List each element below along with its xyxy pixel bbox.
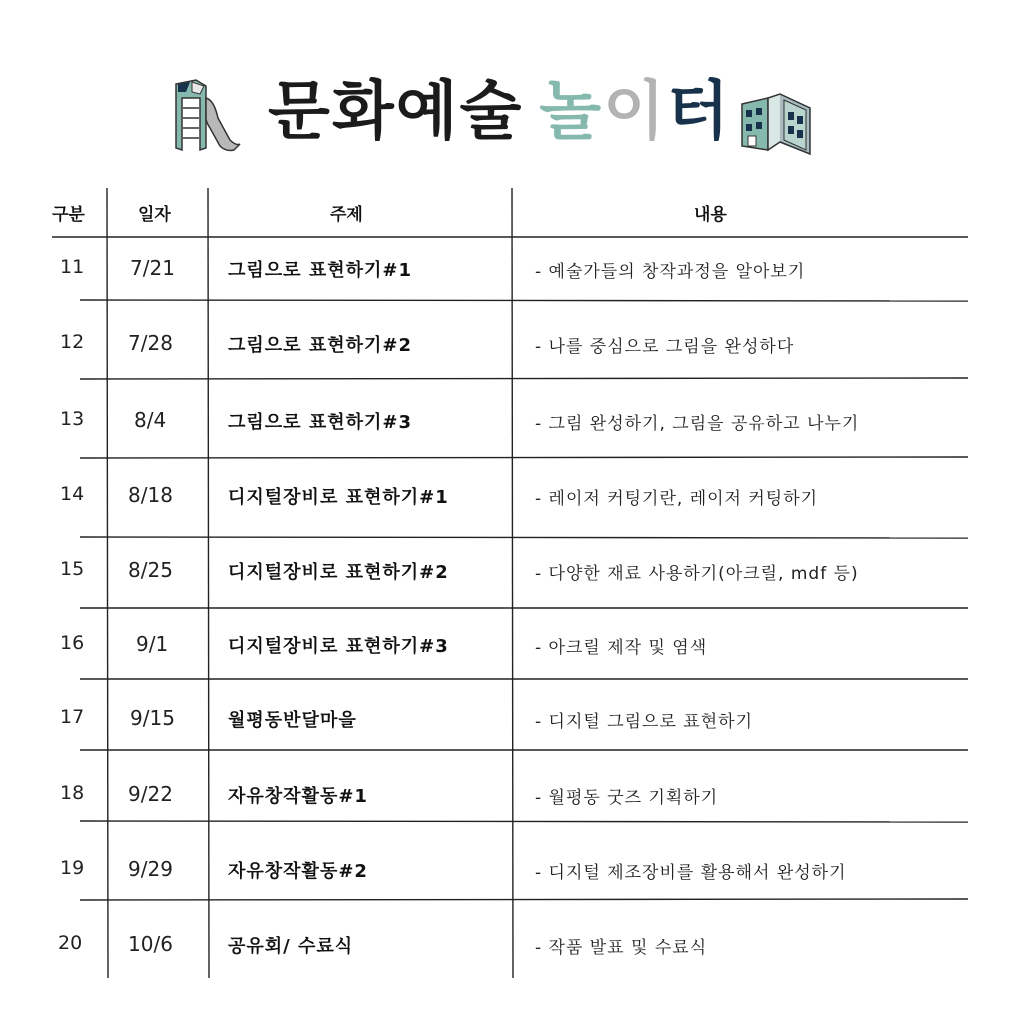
row-content: - 디지털 제조장비를 활용해서 완성하기: [535, 863, 847, 883]
title-part2a: 놀: [539, 75, 604, 149]
row-date: 8/18: [128, 483, 173, 507]
row-no: 11: [60, 256, 85, 278]
row-topic: 디지털장비로 표현하기#3: [228, 636, 449, 657]
row-content: - 그림 완성하기, 그림을 공유하고 나누기: [535, 414, 860, 434]
row-topic: 자유창작활동#1: [228, 786, 368, 807]
row-topic: 월평동반달마을: [228, 710, 357, 731]
row-date: 9/22: [128, 782, 173, 806]
row-no: 19: [60, 857, 85, 879]
row-no: 18: [60, 782, 85, 804]
row-content: - 작품 발표 및 수료식: [535, 938, 708, 958]
row-no: 15: [60, 558, 85, 580]
row-date: 9/1: [136, 632, 169, 656]
row-content: - 아크릴 제작 및 염색: [535, 638, 708, 658]
row-topic: 디지털장비로 표현하기#1: [228, 487, 449, 508]
row-no: 17: [60, 706, 85, 728]
row-no: 12: [60, 331, 85, 353]
row-date: 8/25: [128, 558, 173, 582]
title-part2b: 이: [603, 75, 667, 149]
row-content: - 디지털 그림으로 표현하기: [535, 712, 753, 732]
title-part1: 문화예술: [268, 75, 524, 149]
title-part2c: 터: [666, 75, 731, 149]
row-topic: 그림으로 표현하기#1: [228, 260, 412, 281]
row-topic: 그림으로 표현하기#3: [228, 412, 412, 433]
row-content: - 예술가들의 창작과정을 알아보기: [535, 262, 806, 282]
row-content: - 레이저 커팅기란, 레이저 커팅하기: [535, 489, 819, 509]
header-topic: 주제: [330, 205, 363, 225]
row-date: 9/29: [128, 857, 173, 881]
row-date: 7/28: [128, 331, 173, 355]
row-date: 10/6: [128, 932, 173, 956]
row-no: 13: [60, 408, 85, 430]
header-date: 일자: [138, 205, 171, 225]
row-no: 14: [60, 483, 85, 505]
header-no: 구분: [52, 205, 85, 225]
row-content: - 월평동 굿즈 기획하기: [535, 788, 719, 808]
row-topic: 디지털장비로 표현하기#2: [228, 562, 449, 583]
row-content: - 다양한 재료 사용하기(아크릴, mdf 등): [535, 564, 859, 584]
row-no: 16: [60, 632, 85, 654]
row-date: 8/4: [134, 408, 167, 432]
row-no: 20: [58, 932, 83, 954]
row-date: 9/15: [130, 706, 175, 730]
row-topic: 그림으로 표현하기#2: [228, 335, 412, 356]
row-date: 7/21: [130, 256, 175, 280]
row-topic: 자유창작활동#2: [228, 861, 368, 882]
header-content: 내용: [694, 205, 727, 225]
row-topic: 공유회/ 수료식: [228, 936, 354, 957]
row-content: - 나를 중심으로 그림을 완성하다: [535, 337, 795, 357]
